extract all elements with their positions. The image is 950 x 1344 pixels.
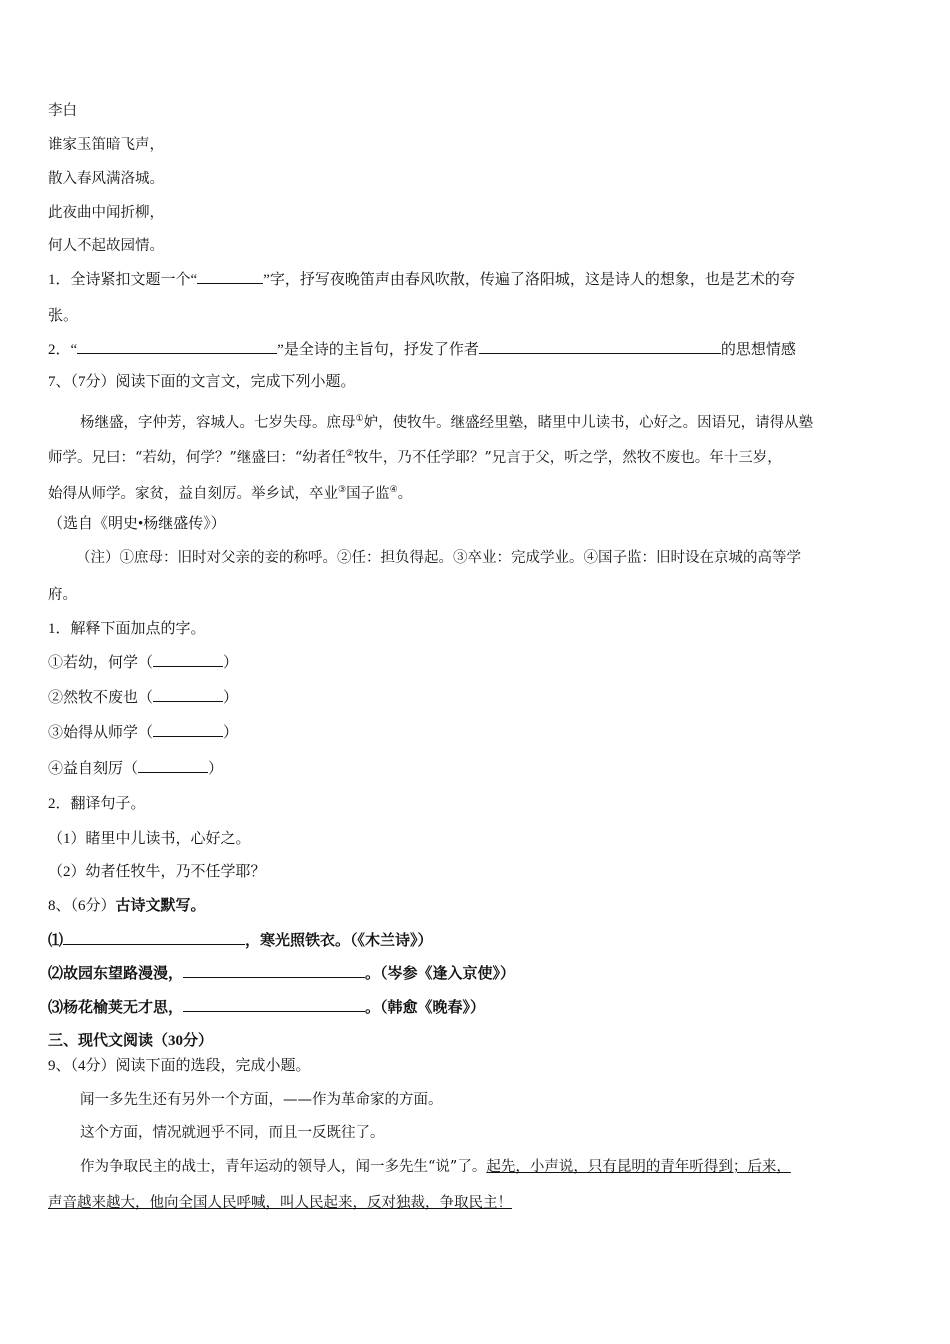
q6-sub1-text-a: 1．全诗紧扣文题一个“ [48, 272, 198, 288]
q9-para-1: 闻一多先生还有另外一个方面，——作为革命家的方面。 [80, 1092, 443, 1108]
q6-sub1-text-b: ”字，抒写夜晚笛声由春风吹散，传遍了洛阳城，这是诗人的想象，也是艺术的夸 [263, 272, 795, 288]
q8-header-num: 8、（6分） [48, 898, 116, 914]
q7-notes-line-1: （注）①庶母：旧时对父亲的妾的称呼。②任：担负得起。③卒业：完成学业。④国子监：旧时设在京城的高等学 [76, 550, 801, 566]
answer-blank[interactable] [153, 687, 223, 702]
word-text: ①若幼，何学（ [48, 655, 154, 671]
poem-author: 李白 [48, 103, 77, 119]
close-paren: ） [223, 690, 239, 706]
q9-p3-underlined: 起先，小声说，只有昆明的青年听得到；后来， [486, 1159, 791, 1175]
close-paren: ） [223, 655, 239, 671]
q7-passage-line-3 [48, 480, 412, 504]
q9-header: 9、（4分）阅读下面的选段，完成小题。 [48, 1058, 311, 1074]
note-ref-2: ② [345, 449, 354, 459]
q6-blank-2[interactable] [77, 339, 277, 354]
q7-p1-b: 妒，使牧牛。继盛经里塾，睹里中儿读书，心好之。因语兄，请得从塾 [363, 414, 814, 431]
q7-source: （选自《明史•杨继盛传》） [48, 516, 226, 532]
word-text: ④益自刻厉（ [48, 761, 139, 777]
q8-l2-text-b: 。（岑参《逢入京使》） [365, 966, 516, 982]
q9-para-3 [80, 1157, 791, 1177]
q7-passage-line-2 [48, 444, 782, 468]
q6-sub2 [48, 339, 796, 360]
q7-sub2: 2．翻译句子。 [48, 796, 146, 812]
q8-line-2 [48, 963, 515, 984]
q8-blank-2[interactable] [183, 963, 365, 978]
q7-word-1 [48, 652, 238, 673]
q7-sub1: 1．解释下面加点的字。 [48, 621, 206, 637]
answer-blank[interactable] [153, 722, 223, 737]
q7-p3-a: 始得从师学。家贫，益自刻厉。举乡试，卒业 [48, 485, 338, 502]
q6-sub2-text-b: ”是全诗的主旨句，抒发了作者 [277, 342, 479, 358]
q8-header-title: 古诗文默写。 [115, 898, 206, 914]
q7-p2-a: 师学。兄曰：“若幼，何学？”继盛曰：“幼者任 [48, 449, 346, 466]
q6-blank-1[interactable] [197, 269, 263, 284]
q6-sub1 [48, 269, 795, 290]
close-paren: ） [208, 761, 224, 777]
q8-l2-text-a: ⑵故园东望路漫漫， [48, 966, 184, 982]
q7-translate-2: （2）幼者任牧牛，乃不任学耶？ [48, 864, 266, 880]
note-ref-3: ③ [338, 485, 347, 495]
q9-para-4: 声音越来越大，他向全国人民呼喊，叫人民起来，反对独裁，争取民主！ [48, 1195, 512, 1211]
q7-p2-b: 牧牛，乃不任学耶？”兄言于父，听之学，然牧不废也。年十三岁， [353, 449, 782, 466]
q6-blank-3[interactable] [479, 339, 721, 354]
note-ref-1: ① [355, 414, 364, 424]
q7-header: 7、（7分）阅读下面的文言文，完成下列小题。 [48, 374, 356, 390]
close-paren: ） [223, 725, 239, 741]
q7-p3-b: 国子监 [346, 485, 390, 502]
q7-word-4 [48, 758, 223, 779]
note-ref-4: ④ [389, 485, 398, 495]
q9-para-2: 这个方面，情况就迥乎不同，而且一反既往了。 [80, 1125, 385, 1141]
q7-translate-1: （1）睹里中儿读书，心好之。 [48, 831, 251, 847]
word-text: ③始得从师学（ [48, 725, 154, 741]
answer-blank[interactable] [153, 652, 223, 667]
q9-p3-a: 作为争取民主的战士，青年运动的领导人，闻一多先生“说”了。 [80, 1159, 487, 1175]
q8-blank-3[interactable] [183, 997, 365, 1012]
q8-line-1 [48, 930, 433, 951]
q6-sub1-cont: 张。 [48, 308, 79, 324]
poem-line-2: 散入春风满洛城。 [48, 171, 164, 187]
q8-l1-num: ⑴ [48, 933, 64, 949]
q6-sub2-text-c: 的思想情感 [720, 342, 796, 358]
q7-word-2 [48, 687, 238, 708]
q8-blank-1[interactable] [63, 930, 245, 945]
answer-blank[interactable] [138, 758, 208, 773]
q8-line-3 [48, 997, 485, 1018]
poem-line-1: 谁家玉笛暗飞声， [48, 137, 164, 153]
q8-l1-text: ，寒光照铁衣。（《木兰诗》） [245, 933, 433, 949]
poem-line-4: 何人不起故园情。 [48, 238, 164, 254]
section-3-title: 三、现代文阅读（30分） [48, 1033, 214, 1049]
q8-l3-text-b: 。（韩愈《晚春》） [365, 1000, 486, 1016]
q7-p3-c: 。 [397, 485, 413, 502]
q6-sub2-text-a: 2．“ [48, 342, 78, 358]
q7-notes-line-2: 府。 [48, 587, 77, 603]
word-text: ②然牧不废也（ [48, 690, 154, 706]
q8-header [48, 896, 206, 916]
q7-passage-line-1 [80, 409, 813, 433]
q8-l3-text-a: ⑶杨花榆荚无才思， [48, 1000, 184, 1016]
poem-line-3: 此夜曲中闻折柳， [48, 205, 164, 221]
q7-word-3 [48, 722, 238, 743]
q7-p1-a: 杨继盛，字仲芳，容城人。七岁失母。庶母 [80, 414, 356, 431]
